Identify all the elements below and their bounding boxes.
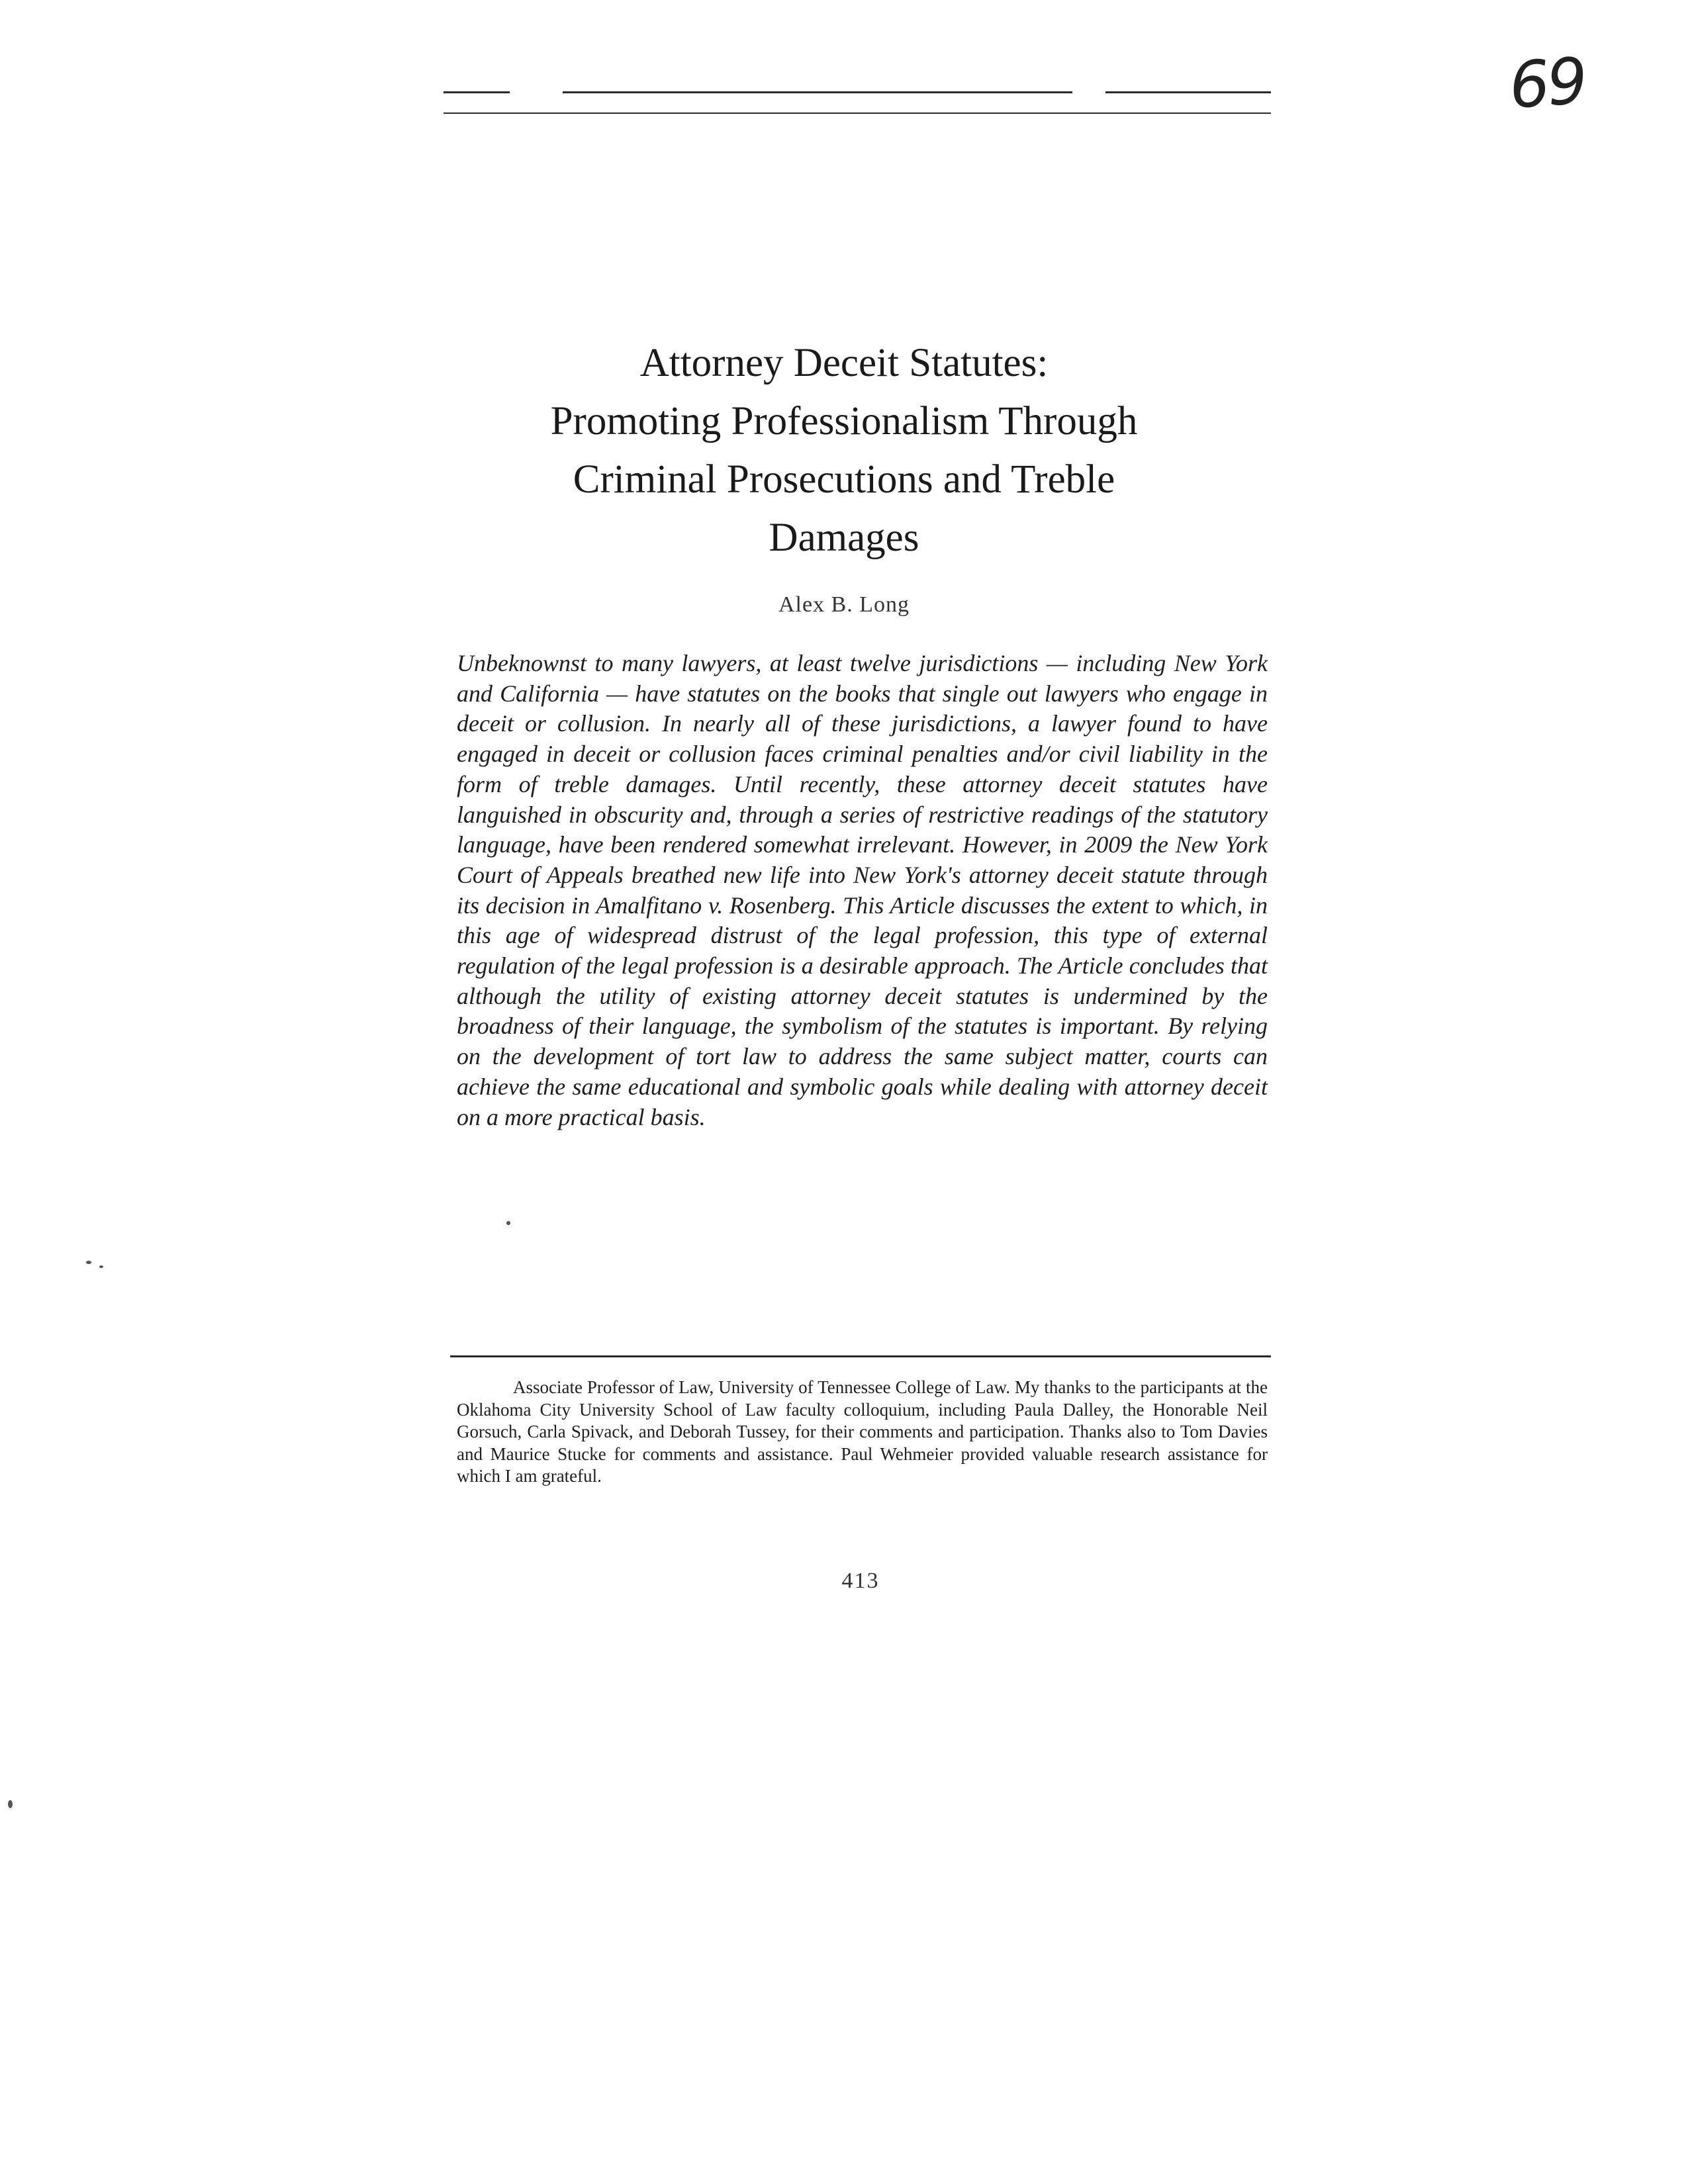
article-title <box>424 334 1264 567</box>
handwritten-page-number: 69 <box>1507 44 1587 123</box>
scan-speck <box>8 1800 13 1808</box>
author-footnote: Associate Professor of Law, University of Tennessee College of Law. My thanks to the participants at the Oklahoma City University School of Law faculty colloquium, including Paula Dalley, the Honorable Neil Gorsuch, Carla Spivack, and Deborah Tussey, for their comments and participation. Thanks also to Tom Davies and Maurice Stucke for comments and assistance. Paul Wehmeier provided valuable research assistance for which I am grateful. <box>457 1377 1268 1486</box>
scan-speck <box>86 1261 91 1264</box>
header-rule-top-left <box>444 91 510 93</box>
header-rule-top-middle <box>563 91 1072 93</box>
title-line-4: Damages <box>769 516 919 560</box>
abstract-paragraph: Unbeknownst to many lawyers, at least twelve jurisdictions — including New York and California — have statutes on the books that single out lawyers who engage in deceit or collusion. In nearly all of these jurisdictions, a lawyer found to have engaged in deceit or collusion faces criminal penalties and/or civil liability in the form of treble damages. Until recently, these attorney deceit statutes have languished in obscurity and, through a series of restrictive readings of the statutory language, have been rendered somewhat irrelevant. However, in 2009 the New York Court of Appeals breathed new life into New York's attorney deceit statute through its decision in Amalfitano v. Rosenberg. This Article discusses the extent to which, in this age of widespread distrust of the legal profession, this type of external regulation of the legal profession is a desirable approach. The Article concludes that although the utility of existing attorney deceit statutes is undermined by the broadness of their language, the symbolism of the statutes is important. By relying on the development of tort law to address the same subject matter, courts can achieve the same educational and symbolic goals while dealing with attorney deceit on a more practical basis. <box>457 650 1268 1130</box>
scan-speck <box>506 1221 510 1225</box>
title-line-2: Promoting Professionalism Through <box>550 399 1138 443</box>
author-name: Alex B. Long <box>778 592 910 617</box>
header-rule-bottom <box>444 113 1271 114</box>
title-line-3: Criminal Prosecutions and Treble <box>573 457 1115 502</box>
header-rules <box>444 86 1271 126</box>
scan-speck <box>99 1265 103 1268</box>
header-rule-top-right <box>1105 91 1271 93</box>
footnote-divider <box>450 1355 1271 1357</box>
title-line-1: Attorney Deceit Statutes: <box>639 341 1049 385</box>
printed-page-number: 413 <box>841 1569 880 1593</box>
